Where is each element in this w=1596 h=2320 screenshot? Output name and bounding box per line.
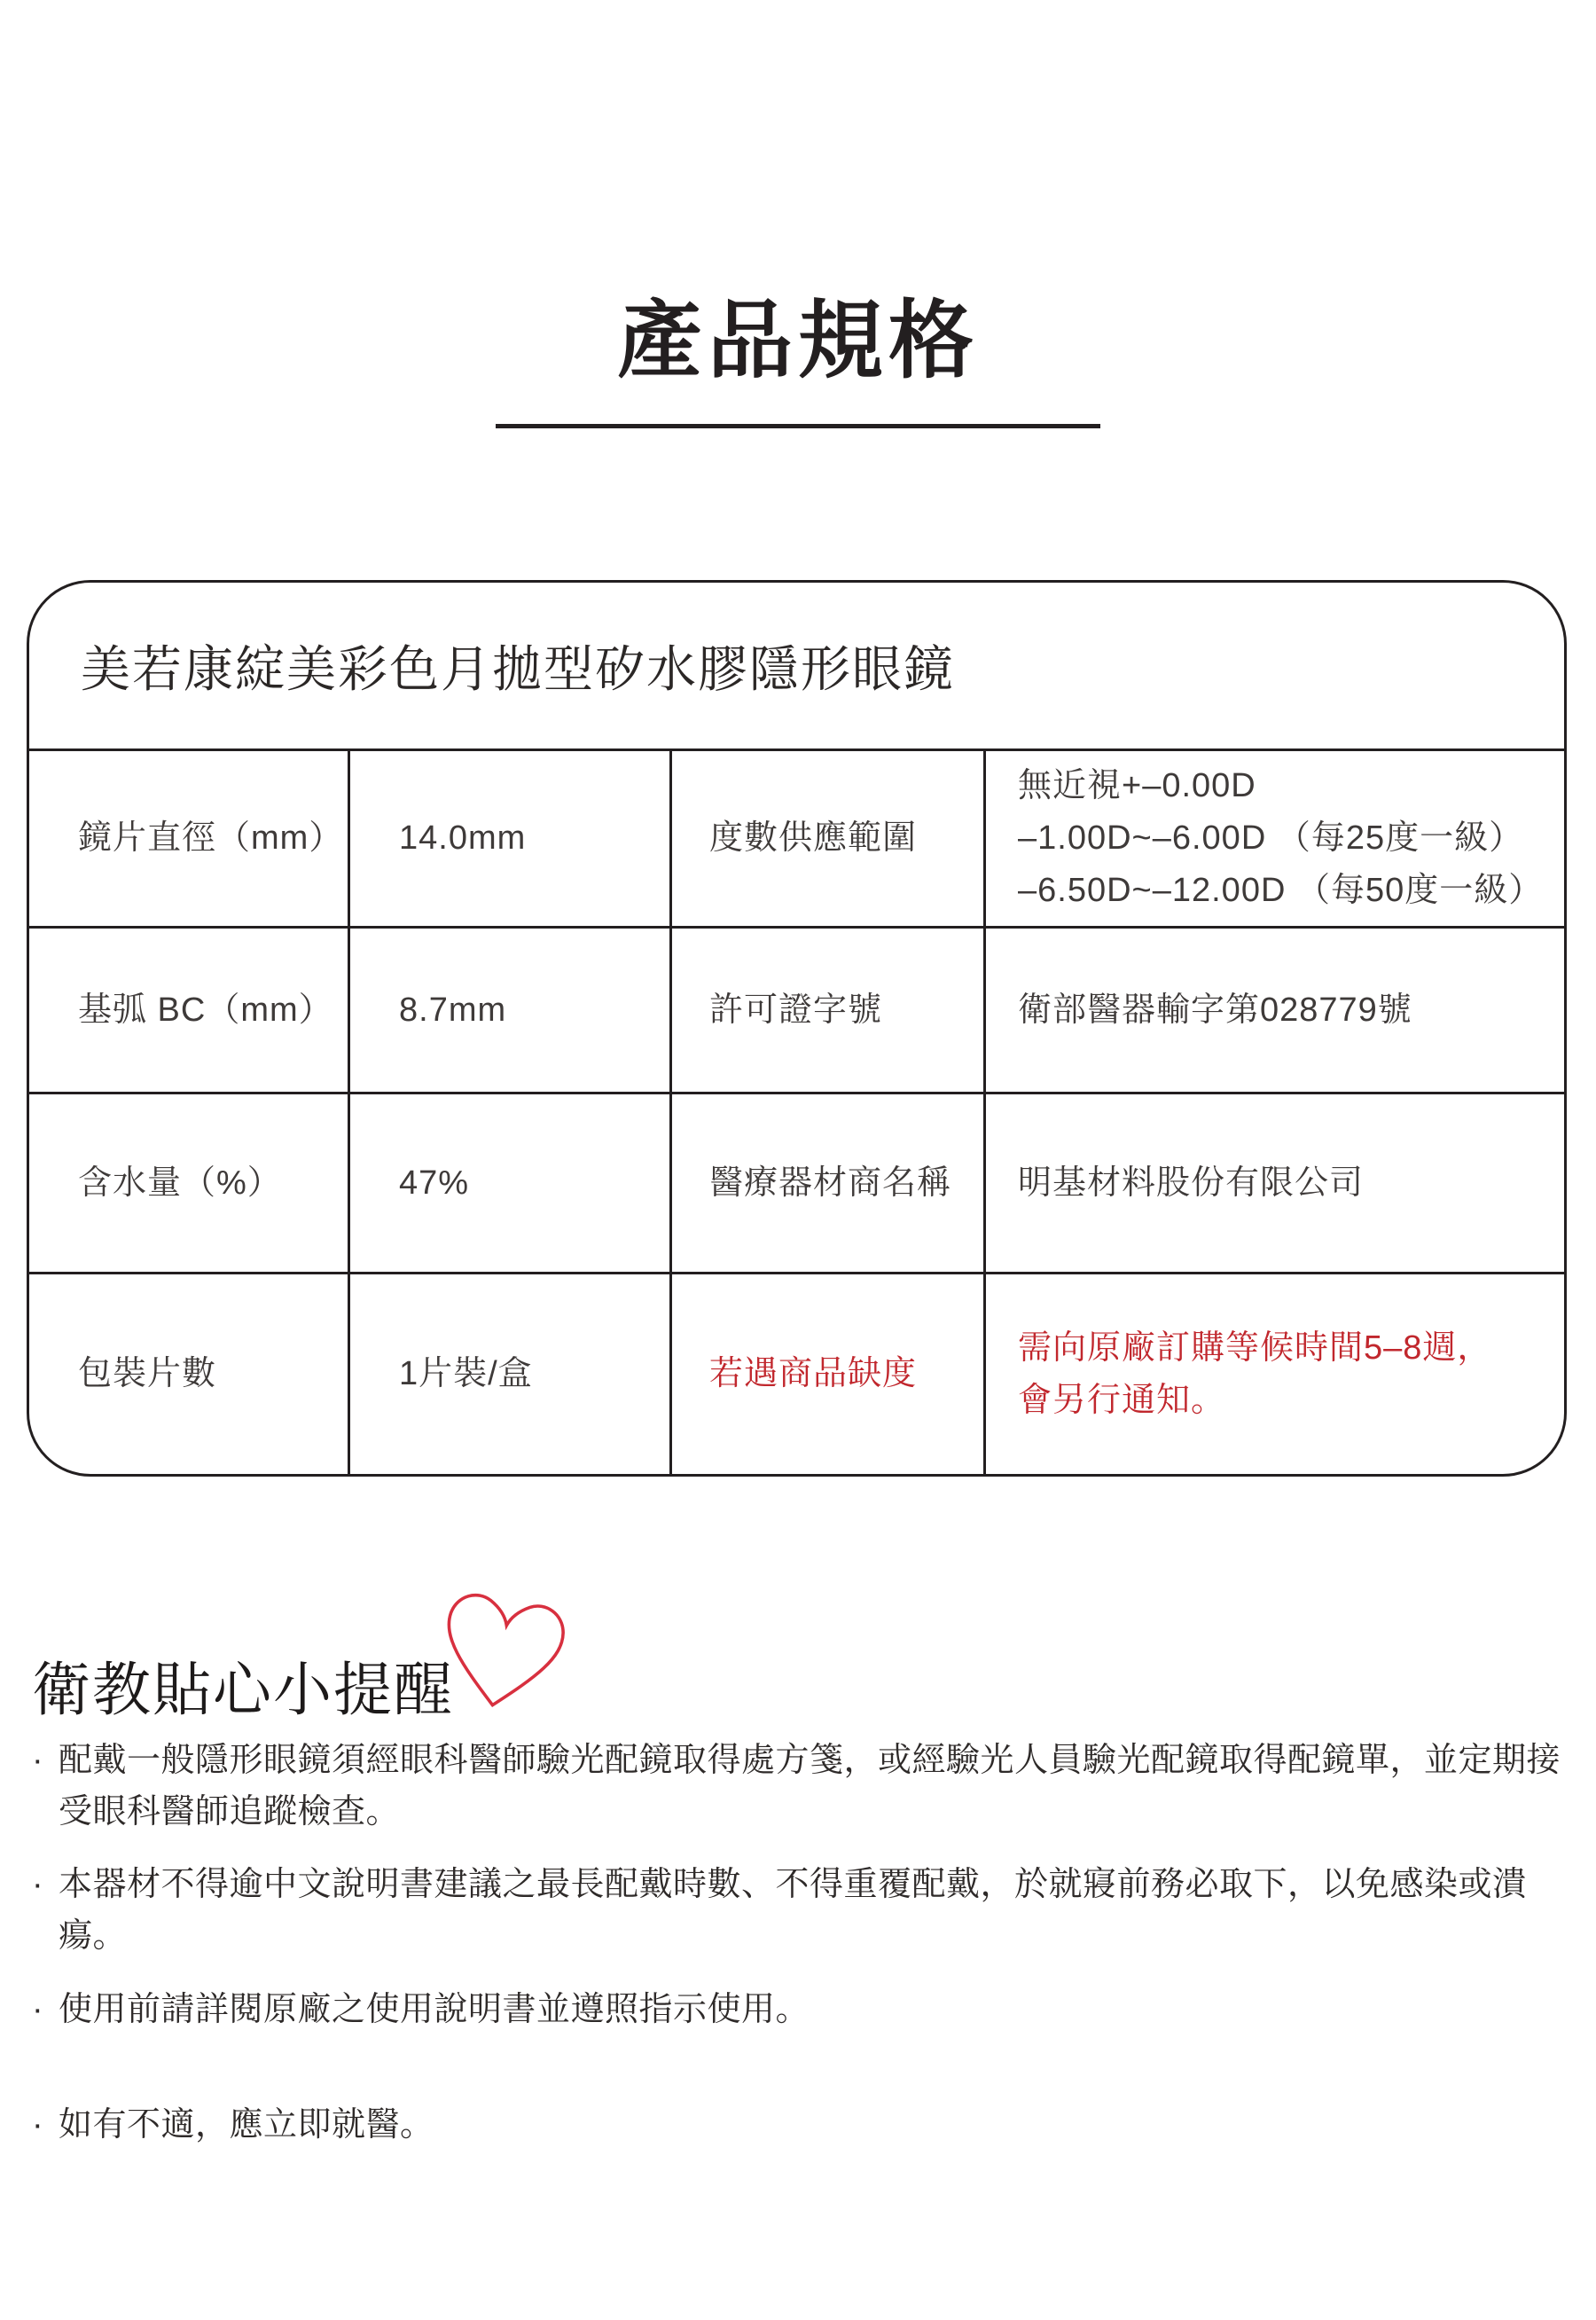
shortage-line: 需向原廠訂購等候時間5–8週，: [1018, 1329, 1492, 1367]
license-number-label: 許可證字號: [672, 929, 986, 1094]
spec-table-grid: [29, 751, 1564, 1474]
page-title: 產品規格: [617, 294, 979, 388]
reminder-title: 衛教貼心小提醒: [32, 1657, 454, 1722]
bullet-dot: ·: [32, 1742, 44, 1779]
license-number-line: 衛部醫器輸字第028779號: [1018, 991, 1412, 1029]
reminder-bullet: [32, 2099, 1580, 2151]
lens-diameter-value: 14.0mm: [350, 751, 672, 929]
title-underline: [496, 424, 1100, 428]
license-number-value: [986, 929, 1564, 1094]
bullet-text: 使用前請詳閱原廠之使用說明書並遵照指示使用。: [59, 1990, 810, 2028]
bullet-dot: ·: [32, 1866, 44, 1904]
vendor-name-value: [986, 1094, 1564, 1274]
spec-table: [27, 580, 1567, 1477]
power-range-line: –6.50D~–12.00D （每50度一級）: [1018, 871, 1544, 909]
package-count-label: 包裝片數: [29, 1274, 350, 1474]
power-range-line: –1.00D~–6.00D （每25度一級）: [1018, 819, 1524, 858]
power-range-value: [986, 751, 1564, 929]
base-curve-label: 基弧 BC（mm）: [29, 929, 350, 1094]
shortage-line: 會另行通知。: [1018, 1381, 1226, 1419]
reminder-bullet-list: [32, 1735, 1580, 2172]
bullet-text: 配戴一般隱形眼鏡須經眼科醫師驗光配鏡取得處方箋，或經驗光人員驗光配鏡取得配鏡單，並定期接受眼科醫師追蹤檢查。: [59, 1742, 1561, 1831]
reminder-bullet: [32, 1984, 1580, 2035]
shortage-label: 若遇商品缺度: [672, 1274, 986, 1474]
lens-diameter-label: 鏡片直徑（mm）: [29, 751, 350, 929]
bullet-text: 如有不適，應立即就醫。: [59, 2105, 434, 2144]
vendor-name-line: 明基材料股份有限公司: [1018, 1164, 1365, 1202]
water-content-label: 含水量（%）: [29, 1094, 350, 1274]
reminder-bullet: [32, 1735, 1580, 1838]
shortage-value: [986, 1274, 1564, 1474]
vendor-name-label: 醫療器材商名稱: [672, 1094, 986, 1274]
reminder-bullet: [32, 1859, 1580, 1962]
water-content-value: 47%: [350, 1094, 672, 1274]
package-count-value: 1片裝/盒: [350, 1274, 672, 1474]
power-range-line: 無近視+–0.00D: [1018, 767, 1256, 805]
bullet-text: 本器材不得逾中文說明書建議之最長配戴時數、不得重覆配戴，於就寢前務必取下，以免感染或潰瘍。: [59, 1866, 1527, 1956]
heart-icon: [425, 1579, 579, 1726]
spec-table-product-name: 美若康綻美彩色月拋型矽水膠隱形眼鏡: [29, 583, 1564, 751]
bullet-dot: ·: [32, 1990, 44, 2028]
base-curve-value: 8.7mm: [350, 929, 672, 1094]
power-range-label: 度數供應範圍: [672, 751, 986, 929]
bullet-dot: ·: [32, 2105, 44, 2144]
